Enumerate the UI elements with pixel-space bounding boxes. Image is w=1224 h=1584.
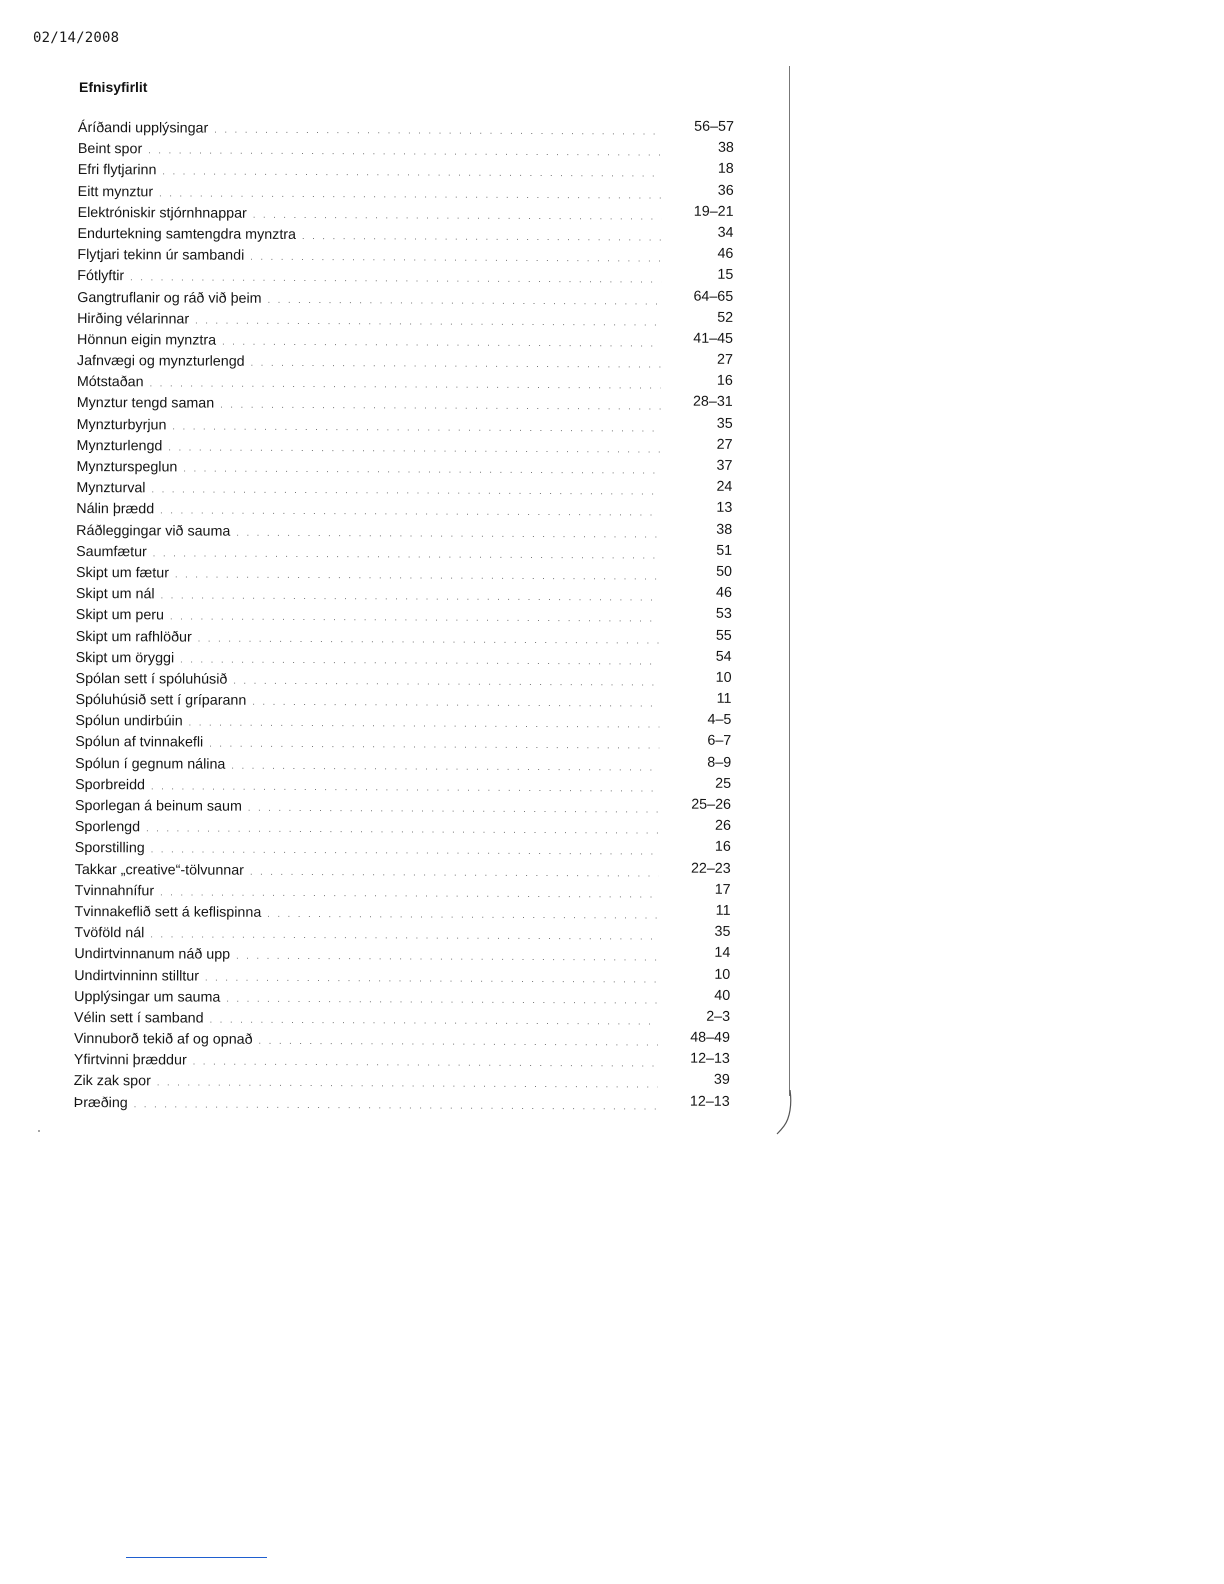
toc-dot-leader: [220, 393, 661, 416]
toc-entry-page: 27: [717, 351, 733, 368]
toc-entry-page: 19–21: [693, 203, 734, 220]
toc-entry-label: Eitt mynztur: [77, 183, 154, 200]
toc-entry-page: 6–7: [707, 733, 732, 750]
toc-dot-leader: [205, 965, 658, 988]
toc-entry-label: Sporbreidd: [75, 776, 146, 794]
toc-entry: [75, 795, 731, 819]
toc-entry-label: Flytjari tekinn úr sambandi: [77, 247, 245, 264]
toc-dot-leader: [193, 1050, 658, 1073]
toc-entry-page: 8–9: [707, 754, 732, 771]
toc-entry-page: 11: [715, 902, 731, 919]
toc-entry-label: Mynzturval: [76, 480, 146, 497]
toc-entry-page: 10: [714, 966, 731, 983]
toc-dot-leader: [248, 796, 659, 819]
toc-entry: [76, 520, 732, 544]
toc-entry-label: Beint spor: [77, 141, 143, 158]
toc-entry: [77, 308, 733, 332]
toc-entry-page: 16: [714, 839, 731, 856]
toc-dot-leader: [134, 1092, 658, 1115]
toc-entry: [76, 456, 732, 480]
toc-dot-leader: [195, 308, 661, 331]
toc-entry-label: Nálin þrædd: [76, 501, 155, 518]
toc-entry-page: 50: [716, 563, 733, 580]
toc-entry: [74, 1007, 730, 1031]
toc-entry: [77, 244, 733, 268]
toc-entry: [76, 647, 732, 671]
toc-dot-leader: [222, 330, 661, 353]
toc-entry-page: 39: [713, 1072, 730, 1089]
toc-entry-label: Sporstilling: [74, 840, 145, 857]
toc-dot-leader: [160, 499, 660, 522]
toc-entry-page: 15: [717, 267, 734, 284]
toc-dot-leader: [259, 1029, 658, 1052]
toc-entry-page: 46: [717, 245, 734, 262]
toc-entry-page: 53: [715, 606, 732, 623]
toc-entry-label: Spóluhúsið sett í gríparann: [75, 692, 247, 709]
toc-entry: [74, 943, 730, 967]
toc-entry-page: 11: [716, 690, 732, 707]
toc-dot-leader: [161, 583, 660, 606]
toc-entry-label: Skipt um nál: [75, 586, 155, 603]
toc-entry: [74, 922, 730, 946]
toc-dot-leader: [189, 711, 660, 734]
toc-entry-page: 12–13: [689, 1093, 730, 1110]
toc-entry-label: Tvöföld nál: [74, 925, 145, 942]
toc-entry: [78, 181, 734, 205]
toc-entry: [75, 710, 731, 734]
toc-entry: [77, 329, 733, 353]
toc-dot-leader: [250, 245, 661, 268]
toc-entry-page: 40: [714, 987, 731, 1004]
toc-entry-page: 51: [716, 542, 733, 559]
toc-entry-label: Hirðing vélarinnar: [77, 310, 190, 328]
toc-entry-label: Tvinnahnífur: [74, 882, 155, 900]
toc-entry-page: 4–5: [707, 712, 732, 729]
toc-entry: [74, 1028, 730, 1052]
scan-date: 02/14/2008: [33, 30, 120, 46]
toc-entry-label: Vélin sett í samband: [74, 1009, 204, 1027]
toc-entry: [74, 964, 730, 988]
toc-dot-leader: [236, 520, 660, 543]
toc-entry-page: 16: [716, 373, 733, 390]
toc-dot-leader: [162, 160, 661, 183]
toc-dot-leader: [172, 414, 660, 437]
toc-entry-page: 55: [715, 627, 732, 644]
toc-entry: [76, 625, 732, 649]
toc-entry: [74, 1070, 730, 1094]
toc-entry: [75, 816, 731, 840]
toc-entry-page: 52: [717, 309, 734, 326]
toc-entry-page: 48–49: [690, 1029, 731, 1046]
toc-dot-leader: [236, 944, 658, 967]
toc-entry-page: 35: [716, 415, 733, 432]
toc-entry-label: Mótstaðan: [76, 374, 144, 391]
toc-entry: [75, 774, 731, 798]
toc-entry-page: 27: [716, 436, 733, 453]
toc-entry-label: Undirtvinnanum náð upp: [74, 946, 231, 963]
toc-entry: [75, 859, 731, 883]
toc-dot-leader: [209, 732, 659, 755]
toc-entry-page: 37: [716, 457, 733, 474]
toc-dot-leader: [210, 1007, 659, 1030]
toc-entry: [77, 223, 733, 247]
toc-entry-page: 35: [714, 923, 731, 940]
toc-dot-leader: [268, 287, 662, 310]
toc-entry-label: Yfirtvinni þræddur: [73, 1052, 187, 1069]
toc-entry: [77, 265, 733, 289]
toc-entry: [74, 901, 730, 925]
toc-entry-label: Skipt um peru: [75, 607, 165, 624]
toc-entry-page: 2–3: [706, 1008, 731, 1025]
toc-entry-page: 38: [716, 521, 733, 538]
toc-entry-label: Jafnvægi og mynzturlengd: [76, 353, 245, 370]
toc-entry-label: Spólan sett í spóluhúsið: [75, 670, 228, 688]
toc-dot-leader: [160, 880, 659, 903]
toc-dot-leader: [150, 922, 658, 945]
toc-dot-leader: [267, 902, 658, 925]
toc-entry-label: Spólun undirbúin: [75, 713, 183, 730]
toc-entry: [75, 837, 731, 861]
toc-entry-page: 41–45: [693, 330, 734, 347]
toc-entry-label: Sporlengd: [74, 819, 141, 836]
toc-entry: [75, 731, 731, 755]
toc-entry-page: 28–31: [692, 394, 733, 411]
toc-entry: [77, 392, 733, 416]
toc-entry-label: Elektróniskir stjórnhnappar: [77, 204, 247, 222]
toc-dot-leader: [251, 351, 661, 374]
toc-dot-leader: [302, 224, 662, 247]
toc-entry-page: 17: [714, 881, 731, 898]
toc-entry-page: 12–13: [690, 1050, 730, 1068]
toc-entry-page: 14: [714, 945, 731, 962]
toc-dot-leader: [183, 456, 660, 479]
scan-speck: [38, 1130, 40, 1132]
toc-entry-page: 54: [715, 648, 732, 665]
table-of-contents: [74, 117, 734, 1116]
toc-entry-label: Mynzturspeglun: [76, 458, 178, 476]
toc-entry-label: Skipt um öryggi: [75, 649, 175, 667]
toc-entry-label: Mynzturlengd: [76, 437, 163, 455]
toc-entry: [76, 498, 732, 522]
toc-dot-leader: [226, 986, 658, 1009]
toc-entry-page: 13: [716, 500, 733, 517]
toc-dot-leader: [175, 562, 660, 585]
toc-entry-label: Hönnun eigin mynztra: [76, 331, 217, 349]
toc-entry-page: 56–57: [694, 118, 734, 135]
toc-entry-page: 22–23: [690, 860, 731, 877]
toc-entry: [77, 414, 733, 438]
toc-entry: [76, 583, 732, 607]
footer-rule: [126, 1557, 267, 1558]
toc-entry-label: Saumfætur: [76, 543, 147, 561]
toc-entry-page: 10: [715, 669, 732, 686]
toc-entry: [74, 1049, 730, 1073]
toc-entry-page: 36: [717, 182, 734, 199]
toc-dot-leader: [252, 690, 659, 713]
toc-entry: [78, 159, 734, 183]
toc-dot-leader: [153, 541, 660, 564]
toc-entry-page: 64–65: [693, 288, 734, 305]
margin-bracket-curve: [776, 1090, 800, 1140]
toc-entry-page: 46: [715, 584, 732, 601]
toc-entry: [74, 986, 730, 1010]
toc-entry: [77, 435, 733, 459]
toc-entry-label: Skipt um rafhlöður: [75, 628, 192, 646]
toc-entry: [76, 477, 732, 501]
toc-entry: [77, 286, 733, 310]
toc-entry-label: Áríðandi upplýsingar: [77, 119, 209, 137]
toc-entry-label: Skipt um fætur: [75, 564, 170, 582]
toc-dot-leader: [170, 605, 660, 628]
toc-entry: [77, 350, 733, 374]
toc-dot-leader: [180, 647, 660, 670]
toc-entry-page: 24: [716, 478, 733, 496]
page-title: Efnisyfirlit: [79, 79, 148, 95]
toc-entry: [76, 668, 732, 692]
toc-entry-label: Upplýsingar um sauma: [74, 988, 221, 1006]
toc-entry: [74, 1092, 730, 1116]
toc-entry: [76, 562, 732, 586]
toc-entry-page: 25–26: [691, 796, 732, 813]
toc-dot-leader: [151, 774, 659, 797]
toc-entry-page: 26: [714, 817, 731, 835]
toc-dot-leader: [151, 478, 660, 501]
toc-entry: [78, 138, 734, 162]
toc-entry-label: Zik zak spor: [73, 1073, 151, 1090]
toc-entry: [77, 371, 733, 395]
toc-entry-page: 34: [717, 224, 734, 241]
toc-entry-label: Spólun af tvinnakefli: [75, 734, 204, 751]
toc-entry-label: Mynzturbyrjun: [76, 416, 167, 434]
toc-entry-page: 38: [717, 139, 734, 157]
toc-dot-leader: [198, 626, 660, 649]
toc-dot-leader: [146, 816, 659, 839]
toc-entry-label: Ráðleggingar við sauma: [76, 522, 231, 540]
toc-entry: [78, 117, 734, 141]
toc-entry: [78, 202, 734, 226]
toc-dot-leader: [150, 372, 661, 395]
toc-entry-label: Efri flytjarinn: [77, 162, 157, 179]
toc-entry: [75, 880, 731, 904]
toc-dot-leader: [130, 266, 661, 290]
toc-entry-label: Gangtruflanir og ráð við þeim: [77, 289, 262, 307]
toc-entry-label: Endurtekning samtengdra mynztra: [77, 225, 297, 243]
toc-entry-label: Þræðing: [73, 1094, 128, 1111]
toc-dot-leader: [151, 838, 659, 861]
toc-entry-page: 18: [717, 161, 734, 178]
toc-entry-label: Tvinnakeflið sett á keflispinna: [74, 903, 262, 921]
toc-dot-leader: [159, 181, 662, 204]
toc-entry-label: Mynztur tengd saman: [76, 395, 215, 413]
toc-dot-leader: [214, 118, 662, 141]
margin-line: [789, 66, 790, 1096]
toc-entry-label: Spólun í gegnum nálina: [75, 755, 226, 773]
toc-dot-leader: [168, 435, 660, 458]
toc-entry: [76, 604, 732, 628]
toc-entry-label: Takkar „creative“-tölvunnar: [74, 861, 244, 879]
toc-entry-label: Vinnuborð tekið af og opnað: [73, 1031, 253, 1048]
toc-entry-label: Undirtvinninn stilltur: [74, 967, 200, 985]
toc-entry-label: Sporlegan á beinum saum: [74, 797, 242, 815]
toc-entry: [76, 541, 732, 565]
toc-dot-leader: [233, 669, 659, 692]
toc-dot-leader: [253, 203, 662, 226]
toc-entry-label: Fótlyftir: [77, 268, 125, 285]
toc-dot-leader: [231, 753, 659, 776]
toc-dot-leader: [157, 1071, 658, 1094]
toc-entry: [75, 689, 731, 713]
toc-entry-page: 25: [715, 775, 732, 792]
toc-dot-leader: [250, 859, 659, 882]
toc-dot-leader: [148, 138, 662, 161]
toc-entry: [75, 753, 731, 777]
